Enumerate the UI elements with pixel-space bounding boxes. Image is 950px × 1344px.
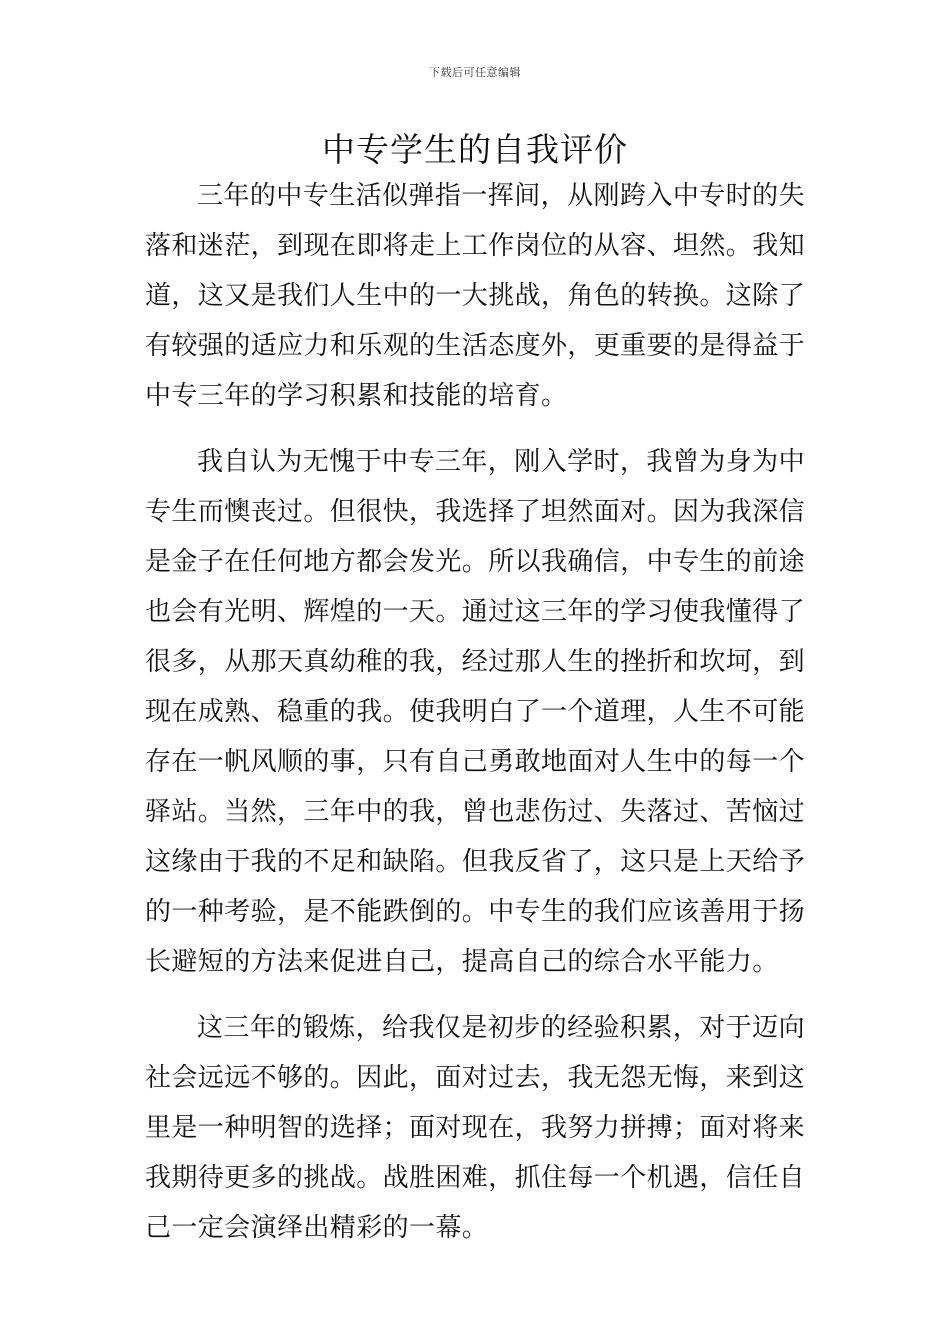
paragraph-1: 三年的中专生活似弹指一挥间，从刚跨入中专时的失落和迷茫，到现在即将走上工作岗位的从容、坦然。我知道，这又是我们人生中的一大挑战，角色的转换。这除了有较强的适应力和乐观的生活态度外，更重要的是得益于中专三年的学习积累和技能的培育。	[145, 181, 806, 411]
document-body	[145, 171, 805, 1253]
paragraph-2: 我自认为无愧于中专三年，刚入学时，我曾为身为中专生而懊丧过。但很快，我选择了坦然面对。因为我深信是金子在任何地方都会发光。所以我确信，中专生的前途也会有光明、辉煌的一天。通过这三年的学习使我懂得了很多，从那天真幼稚的我，经过那人生的挫折和坎坷，到现在成熟、稳重的我。使我明白了一个道理，人生不可能存在一帆风顺的事，只有自己勇敢地面对人生中的每一个驿站。当然，三年中的我，曾也悲伤过、失落过、苦恼过这缘由于我的不足和缺陷。但我反省了，这只是上天给予的一种考验，是不能跌倒的。中专生的我们应该善用于扬长避短的方法来促进自己，提高自己的综合水平能力。	[145, 447, 806, 977]
paragraph-3: 这三年的锻炼，给我仅是初步的经验积累，对于迈向社会远远不够的。因此，面对过去，我无怨无悔，来到这里是一种明智的选择；面对现在，我努力拼搏；面对将来我期待更多的挑战。战胜困难，抓住每一个机遇，信任自己一定会演绎出精彩的一幕。	[145, 1013, 806, 1243]
header-note: 下载后可任意编辑	[429, 66, 521, 79]
document-title: 中专学生的自我评价	[322, 130, 628, 169]
